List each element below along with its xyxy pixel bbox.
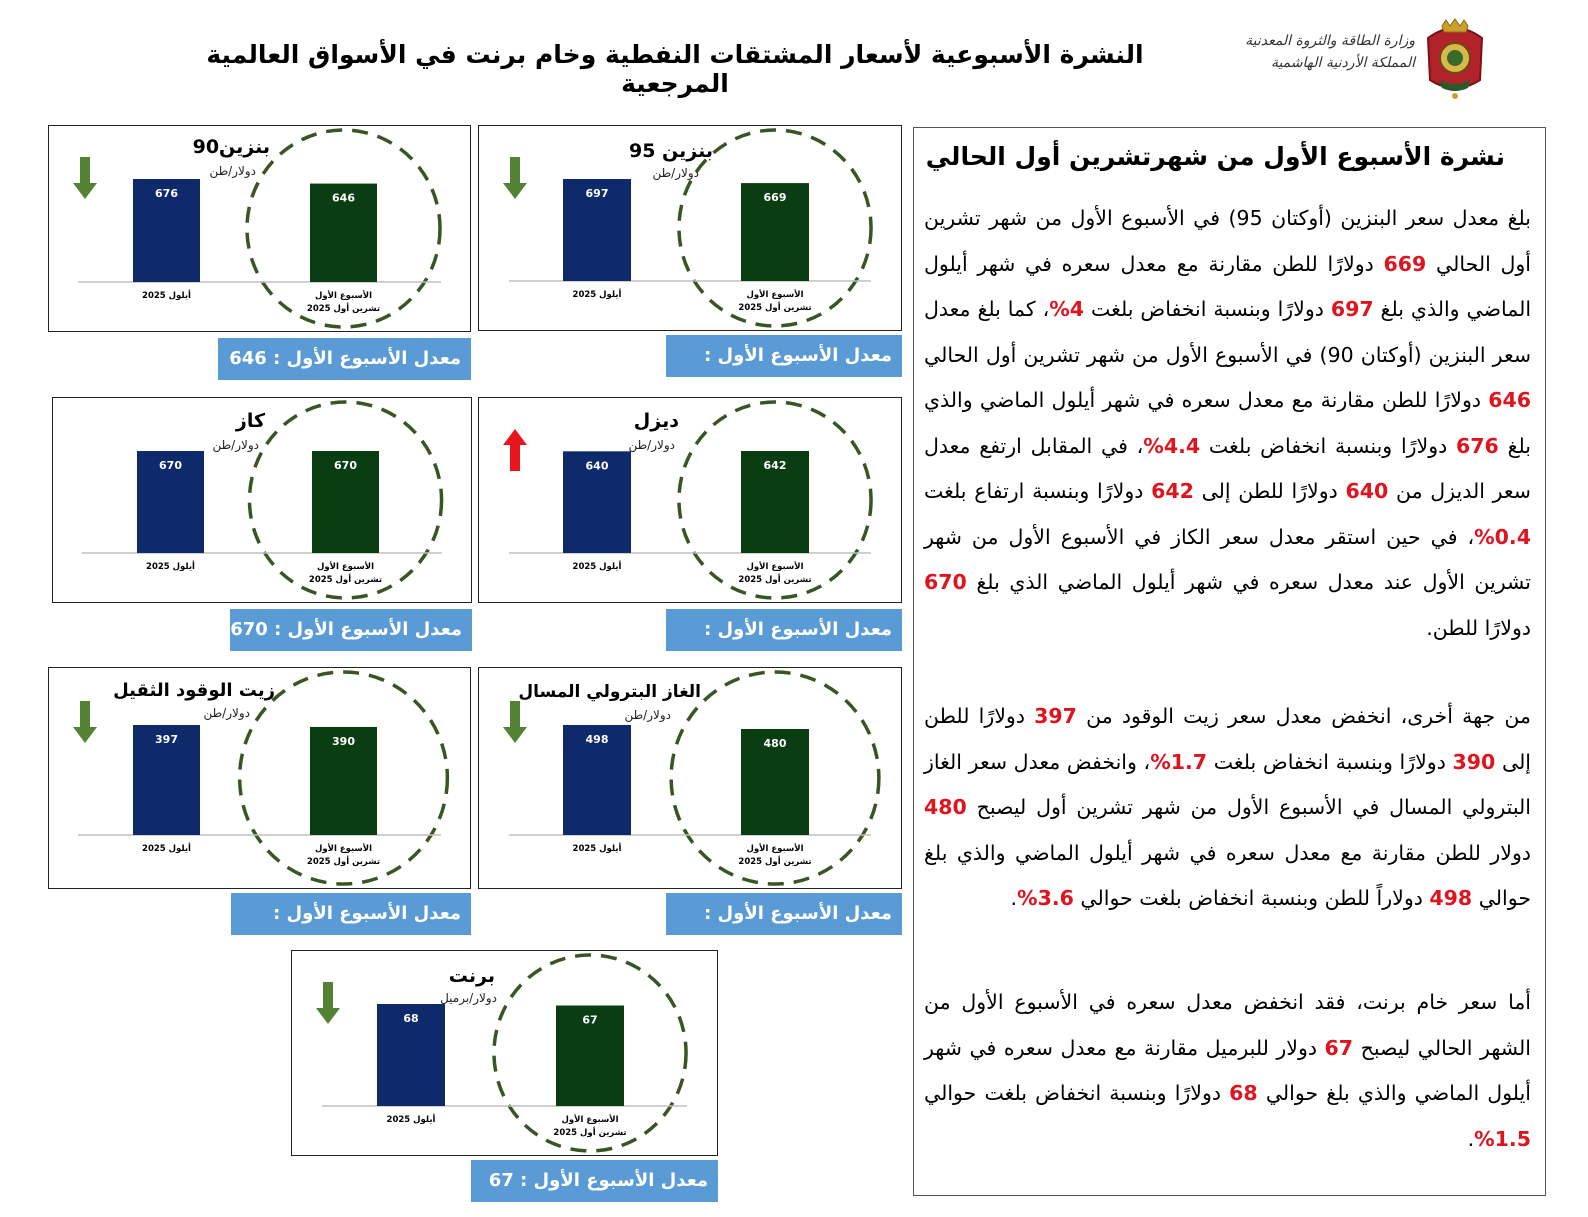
data-label: 498 [585, 733, 609, 746]
chart-heavy-fuel-oil [48, 667, 471, 889]
paragraph-text: دولاراً للطن وبنسبة انخفاض بلغت حوالي [1073, 886, 1430, 910]
highlighted-value: 3.6% [1017, 886, 1074, 910]
paragraph-text: ، وانخفض معدل سعر الغاز البترولي المسال في الأسبوع الأول من شهر تشرين أول ليصبح [924, 749, 1531, 819]
chart-gasoline-90 [48, 125, 471, 332]
data-label: 67 [582, 1013, 598, 1027]
paragraph-text: دولارًا وبنسبة انخفاض بلغت [1084, 297, 1331, 321]
paragraph-text: ، في المقابل ارتفع معدل سعر الديزل من [924, 433, 1531, 503]
down-arrow-icon [503, 701, 527, 743]
paragraph-text: من جهة أخرى، انخفض معدل سعر زيت الوقود من [1076, 704, 1531, 728]
paragraph-text: دولارًا للطن مقارنة مع معدل سعره في شهر أيلول الماضي والذي بلغ [924, 388, 1531, 458]
down-arrow-icon [316, 982, 340, 1024]
data-label: 397 [155, 733, 178, 746]
chart-diesel [478, 397, 902, 603]
avg-label-diesel: معدل الأسبوع الأول : [666, 609, 902, 651]
chart-title: بنزين90 [192, 136, 270, 158]
highlighted-value: 642 [1151, 479, 1194, 503]
paragraph-text: بلغ معدل سعر البنزين (أوكتان 95) في الأسبوع الأول من شهر تشرين أول الحالي [924, 206, 1532, 276]
data-label: 697 [585, 187, 609, 200]
highlighted-value: 4% [1049, 297, 1085, 321]
paragraph-brent [924, 980, 1531, 1162]
category-label: تشرين أول 2025 [553, 1128, 627, 1138]
chart-lpg [478, 667, 902, 889]
category-label: الأسبوع الأول [746, 562, 804, 572]
paragraph-gasoline-diesel-kerosene [924, 196, 1531, 651]
chart-gasoline-95 [478, 125, 902, 331]
avg-label-lpg: معدل الأسبوع الأول : 480 [666, 893, 902, 935]
chart-title: ديزل [633, 410, 679, 432]
category-label: الأسبوع الأول [746, 290, 804, 300]
category-label: تشرين أول 2025 [738, 303, 812, 313]
category-label: الأسبوع الأول [746, 844, 804, 854]
panel-heading: نشرة الأسبوع الأول من شهرتشرين أول الحالي [925, 142, 1505, 171]
paragraph-text: دولارًا وبنسبة انخفاض بلغت حوالي [924, 1081, 1230, 1105]
highlighted-value: 670 [924, 570, 967, 594]
data-label: 642 [763, 459, 787, 472]
category-label: أيلول 2025 [572, 844, 622, 854]
category-label: أيلول 2025 [142, 844, 191, 854]
paragraph-fueloil-lpg [924, 694, 1531, 922]
chart-title: برنت [448, 965, 495, 987]
avg-label-gasoline-90: معدل الأسبوع الأول : 646 [218, 338, 471, 380]
chart-title: الغاز البترولي المسال [518, 682, 701, 702]
paragraph-text: دولارًا وبنسبة انخفاض بلغت [1207, 749, 1453, 774]
highlighted-value: 390 [1452, 749, 1496, 774]
paragraph-text: ، في حين استقر معدل سعر الكاز في الأسبوع الأول من شهر تشرين الأول عند معدل سعره في شهر أيلول الماضي الذي بلغ [924, 524, 1531, 594]
paragraph-text: دولارًا للطن إلى [1193, 479, 1346, 503]
highlighted-value: 480 [924, 795, 967, 819]
data-label: 670 [159, 459, 182, 472]
data-label: 670 [334, 459, 357, 472]
down-arrow-icon [73, 701, 97, 743]
avg-label-brent: معدل الأسبوع الأول : 67 [471, 1160, 718, 1202]
chart-title: بنزين 95 [628, 140, 713, 162]
ministry-line-2: المملكة الأردنية الهاشمية [1270, 55, 1415, 71]
category-label: تشرين أول 2025 [738, 575, 812, 585]
chart-unit: دولار/طن [652, 166, 699, 180]
category-label: تشرين أول 2025 [306, 304, 381, 314]
highlighted-value: 640 [1345, 479, 1389, 503]
avg-label-kerosene: معدل الأسبوع الأول : 670 [230, 609, 472, 651]
paragraph-text: دولارًا للطن إلى [924, 704, 1532, 774]
paragraph-text: دولار للطن مقارنة مع معدل سعره في شهر أيلول الماضي والذي بلغ حوالي [924, 840, 1531, 910]
data-label: 390 [332, 734, 355, 748]
highlighted-value: 498 [1429, 886, 1473, 910]
category-label: الأسبوع الأول [314, 844, 373, 854]
category-label: تشرين أول 2025 [306, 857, 381, 867]
chart-kerosene [52, 397, 472, 603]
category-label: الأسبوع الأول [314, 291, 373, 301]
paragraph-text: . [1010, 886, 1018, 910]
paragraph-text: ، كما بلغ معدل سعر البنزين (أوكتان 90) في الأسبوع الأول من شهر تشرين أول الحالي [924, 297, 1532, 367]
paragraph-text: دولارًا للطن مقارنة مع معدل سعره في شهر أيلول الماضي والذي بلغ [924, 251, 1532, 321]
jordan-emblem-icon [1420, 18, 1490, 100]
highlighted-value: 4.4% [1143, 433, 1201, 458]
category-label: أيلول 2025 [142, 291, 191, 301]
data-label: 640 [585, 459, 609, 473]
data-label: 676 [155, 187, 178, 200]
down-arrow-icon [73, 157, 97, 199]
avg-label-heavy-fuel-oil: معدل الأسبوع الأول : [231, 893, 471, 935]
paragraph-text: . [1467, 1126, 1475, 1151]
category-label: أيلول 2025 [572, 562, 622, 572]
chart-unit: دولار/طن [628, 438, 675, 452]
page-title: النشرة الأسبوعية لأسعار المشتقات النفطية وخام برنت في الأسواق العالمية المرجعية [206, 40, 1144, 98]
data-label: 68 [403, 1012, 419, 1025]
category-label: تشرين أول 2025 [738, 857, 812, 867]
chart-unit: دولار/برميل [440, 991, 497, 1005]
category-label: أيلول 2025 [146, 562, 195, 572]
paragraph-text: دولارًا وبنسبة انخفاض بلغت [1200, 433, 1457, 458]
highlighted-value: 0.4% [1474, 524, 1531, 549]
category-label: أيلول 2025 [572, 290, 622, 300]
chart-title: زيت الوقود الثقيل [113, 680, 275, 701]
highlighted-value: 669 [1383, 251, 1427, 276]
avg-label-gasoline-95: معدل الأسبوع الأول : [666, 335, 902, 377]
category-label: تشرين أول 2025 [308, 575, 383, 585]
ministry-line-1: وزارة الطاقة والثروة المعدنية [1245, 33, 1415, 49]
data-label: 669 [763, 191, 787, 205]
bulletin-text-panel [913, 127, 1546, 1196]
down-arrow-icon [503, 157, 527, 199]
highlighted-value: 1.7% [1150, 749, 1208, 774]
chart-brent [291, 950, 718, 1156]
chart-unit: دولار/طن [212, 438, 259, 452]
highlighted-value: 68 [1229, 1081, 1258, 1105]
paragraph-text: دولارًا للطن. [1426, 615, 1531, 640]
highlighted-value: 697 [1330, 297, 1374, 321]
paragraph-text: دولارًا وبنسبة ارتفاع بلغت [924, 479, 1152, 503]
category-label: الأسبوع الأول [316, 562, 375, 572]
highlighted-value: 67 [1324, 1035, 1354, 1060]
ministry-name [1245, 30, 1415, 74]
data-label: 646 [332, 191, 355, 205]
chart-title: كاز [235, 410, 265, 432]
category-label: الأسبوع الأول [561, 1115, 619, 1125]
paragraph-text: أما سعر خام برنت، فقد انخفض معدل سعره في الأسبوع الأول من الشهر الحالي ليصبح [924, 990, 1532, 1060]
up-arrow-icon [503, 429, 527, 471]
category-label: أيلول 2025 [386, 1115, 436, 1125]
highlighted-value: 676 [1456, 433, 1499, 458]
highlighted-value: 1.5% [1474, 1126, 1531, 1151]
chart-unit: دولار/طن [624, 708, 671, 722]
highlighted-value: 397 [1034, 704, 1077, 728]
highlighted-value: 646 [1488, 388, 1531, 412]
chart-unit: دولار/طن [209, 164, 256, 178]
data-label: 480 [763, 736, 787, 750]
chart-unit: دولار/طن [203, 706, 250, 720]
paragraph-text: دولار للبرميل مقارنة مع معدل سعره في شهر أيلول الماضي والذي بلغ حوالي [924, 1035, 1531, 1105]
